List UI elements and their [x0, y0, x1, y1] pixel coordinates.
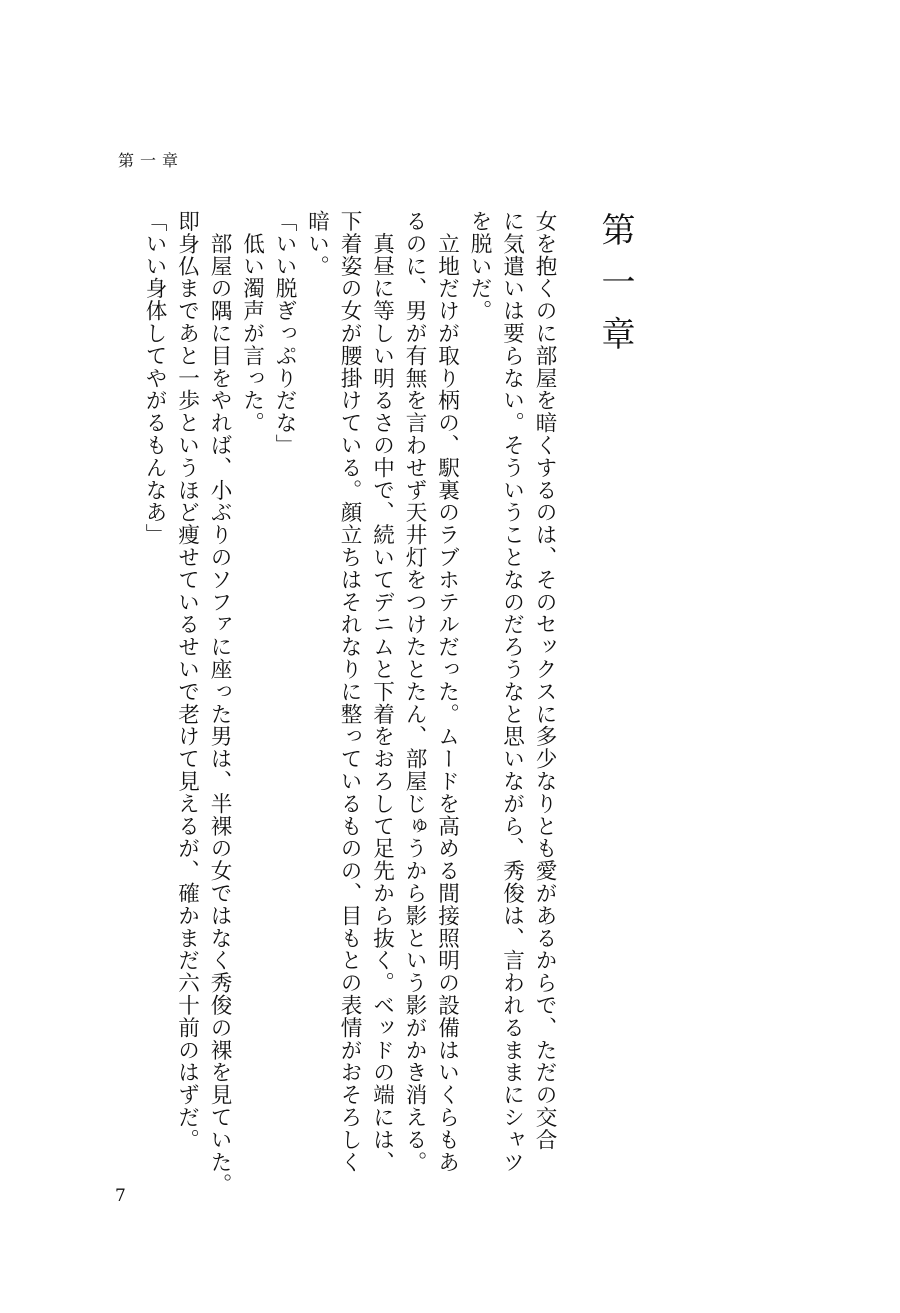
- chapter-title: 第一章: [595, 212, 635, 368]
- text-line: 下着姿の女が腰掛けている。顔立ちはそれなりに整っているものの、目もとの表情がおそろしく: [337, 210, 362, 1174]
- text-line: 低い濁声が言った。: [239, 210, 265, 434]
- text-line: を脱いだ。: [467, 210, 492, 322]
- running-head: 第一章: [118, 151, 185, 170]
- text-line: 「いい脱ぎっぷりだな」: [272, 210, 297, 457]
- text-line: 即身仏まであと一歩というほど痩せているせいで老けて見えるが、確かまだ六十前のはずだ。: [174, 210, 200, 1151]
- text-line: 「いい身体してやがるもんなあ」: [142, 210, 167, 546]
- text-line: 女を抱くのに部屋を暗くするのは、そのセックスに多少なりとも愛があるからで、ただの交合: [532, 210, 557, 1151]
- text-line: 暗い。: [304, 210, 330, 278]
- text-line: に気遣いは要らない。そういうことなのだろうなと思いながら、秀俊は、言われるままにシャツ: [499, 210, 525, 1174]
- text-line: 真昼に等しい明るさの中で、続いてデニムと下着をおろして足先から抜く。ベッドの端には、: [369, 210, 395, 1174]
- body-text: [142, 210, 560, 1196]
- text-line: 部屋の隅に目をやれば、小ぶりのソファに座った男は、半裸の女ではなく秀俊の裸を見ていた。: [207, 210, 232, 1196]
- text-line: るのに、男が有無を言わせず天井灯をつけたとたん、部屋じゅうから影という影がかき消える。: [402, 210, 427, 1174]
- page-number: 7: [115, 1186, 126, 1206]
- text-line: 立地だけが取り柄の、駅裏のラブホテルだった。ムードを高める間接照明の設備はいくらもあ: [434, 210, 460, 1174]
